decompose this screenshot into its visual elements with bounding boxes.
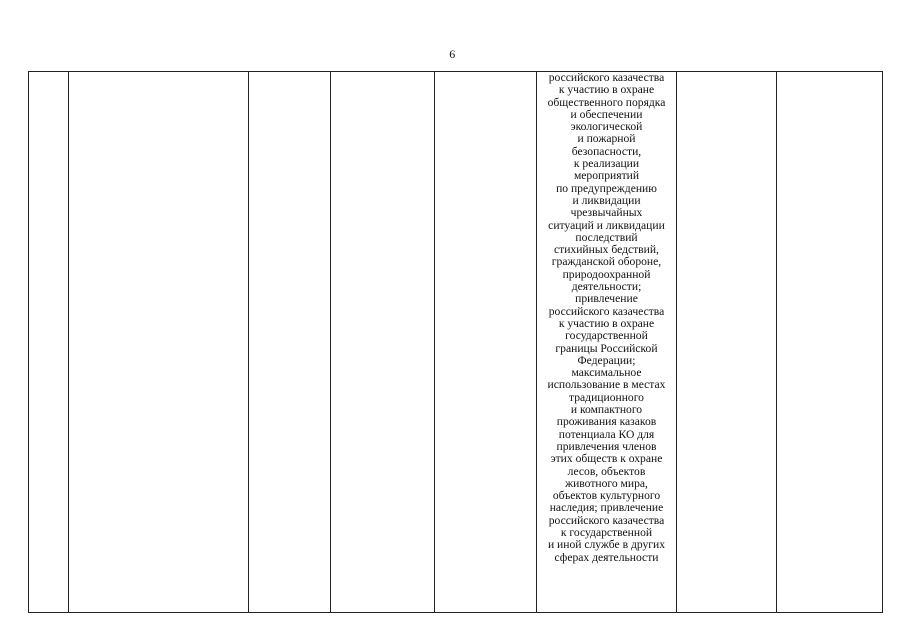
table-cell-text xyxy=(537,72,677,613)
text-line: использование в местах xyxy=(547,378,666,392)
text-line: российского казачества xyxy=(548,304,665,318)
text-line: традиционного xyxy=(569,390,644,404)
text-line: и иной службе в других xyxy=(547,538,666,552)
text-line: стихийных бедствий, xyxy=(554,243,659,257)
text-line: границы Российской xyxy=(555,341,658,355)
text-line: экологической xyxy=(570,120,643,134)
table-cell-8 xyxy=(777,72,883,613)
text-line: Федерации; xyxy=(577,353,636,367)
text-line: безопасности, xyxy=(571,144,642,158)
page-number: 6 xyxy=(449,47,456,61)
table-cell-3 xyxy=(249,72,331,613)
text-line: ситуаций и ликвидации xyxy=(548,218,665,232)
text-line: к участию в охране xyxy=(558,316,655,330)
text-line: деятельности; xyxy=(571,280,642,294)
text-line: к реализации xyxy=(573,157,640,171)
text-line: к государственной xyxy=(560,525,653,539)
text-line: чрезвычайных xyxy=(570,206,643,220)
text-line: и компактного xyxy=(570,403,643,417)
text-line: российского казачества xyxy=(548,513,665,527)
text-line: проживания казаков xyxy=(556,415,657,429)
text-line: общественного порядка xyxy=(547,95,666,109)
table-cell-1 xyxy=(29,72,69,613)
text-line: этих обществ к охране xyxy=(550,452,663,466)
text-line: животного мира, xyxy=(565,476,648,490)
text-line: российского казачества xyxy=(548,71,665,84)
table-cell-2 xyxy=(69,72,249,613)
text-line: привлечение xyxy=(575,292,638,306)
text-line: потенциала КО для xyxy=(558,427,655,441)
text-line: объектов культурного xyxy=(552,489,661,503)
table-row xyxy=(29,72,883,613)
text-line: последствий xyxy=(575,230,638,244)
text-line: сферах деятельности xyxy=(554,550,659,564)
text-line: по предупреждению xyxy=(556,181,657,195)
text-line: и пожарной xyxy=(577,132,636,146)
table-cell-5 xyxy=(435,72,537,613)
text-line: лесов, объектов xyxy=(567,464,646,478)
text-line: государственной xyxy=(565,329,648,343)
text-line: наследия; привлечение xyxy=(549,501,664,515)
text-line: природоохранной xyxy=(562,267,651,281)
document-table xyxy=(28,71,883,613)
text-line: и обеспечении xyxy=(570,107,643,121)
table-cell-7 xyxy=(677,72,777,613)
text-line: максимальное xyxy=(571,366,642,380)
text-line: мероприятий xyxy=(573,169,640,183)
text-line: гражданской обороне, xyxy=(551,255,662,269)
text-line: привлечения членов xyxy=(556,439,657,453)
text-line: и ликвидации xyxy=(572,193,641,207)
table-cell-4 xyxy=(331,72,435,613)
text-line: к участию в охране xyxy=(558,83,655,97)
